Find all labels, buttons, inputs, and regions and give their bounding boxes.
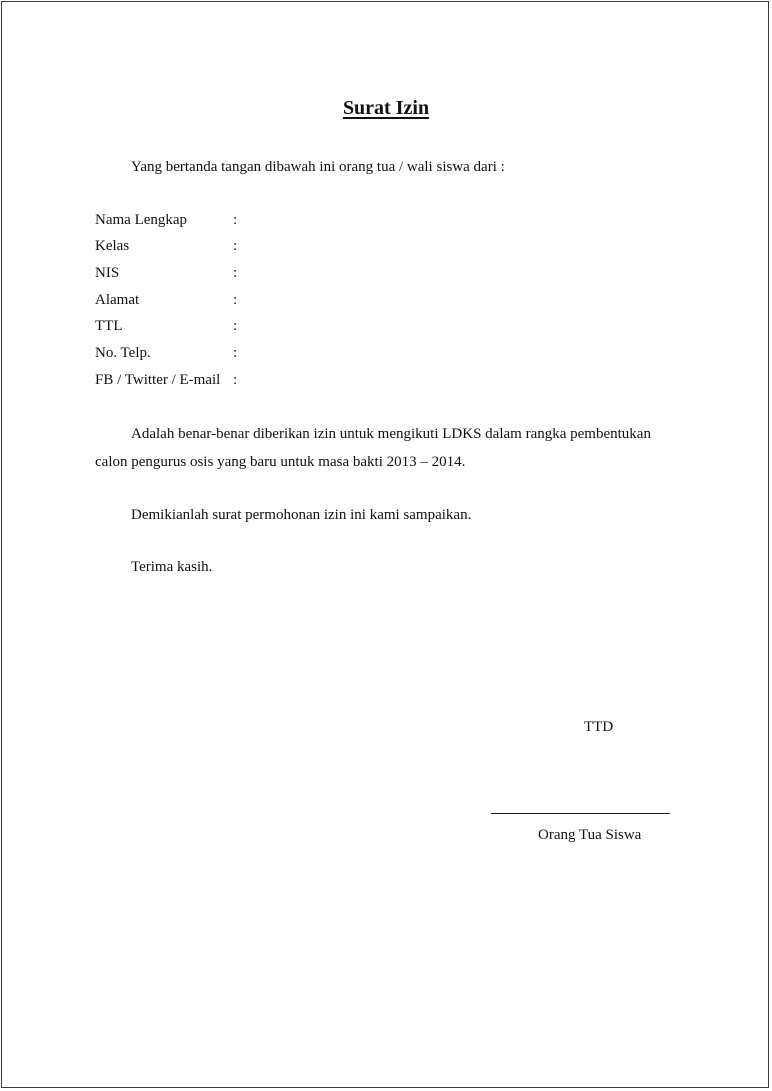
signature-line [491,813,670,814]
field-label-nis: NIS [95,265,120,281]
field-label-alamat: Alamat [95,292,140,308]
field-colon: : [233,212,238,228]
field-label-nama-lengkap: Nama Lengkap [95,212,188,228]
field-colon: : [233,238,238,254]
body-paragraph-line-2: calon pengurus osis yang baru untuk masa bakti 2013 – 2014. [95,454,466,470]
field-colon: : [233,318,238,334]
letter-title-text: Surat Izin [342,97,430,119]
field-label-telp: No. Telp. [95,345,151,361]
body-paragraph-line-1: Adalah benar-benar diberikan izin untuk mengikuti LDKS dalam rangka pembentukan [131,426,651,442]
intro-text: Yang bertanda tangan dibawah ini orang tua / wali siswa dari : [131,159,505,175]
signature-label: TTD [584,719,614,735]
field-label-ttl: TTL [95,318,123,334]
field-colon: : [233,345,238,361]
letter-title [0,96,772,120]
thanks-text: Terima kasih. [131,559,213,575]
closing-paragraph: Demikianlah surat permohonan izin ini kami sampaikan. [131,507,472,523]
field-label-kelas: Kelas [95,238,130,254]
field-colon: : [233,372,238,388]
signatory-name: Orang Tua Siswa [538,827,642,843]
field-colon: : [233,292,238,308]
field-colon: : [233,265,238,281]
field-label-social-media: FB / Twitter / E-mail [95,372,221,388]
